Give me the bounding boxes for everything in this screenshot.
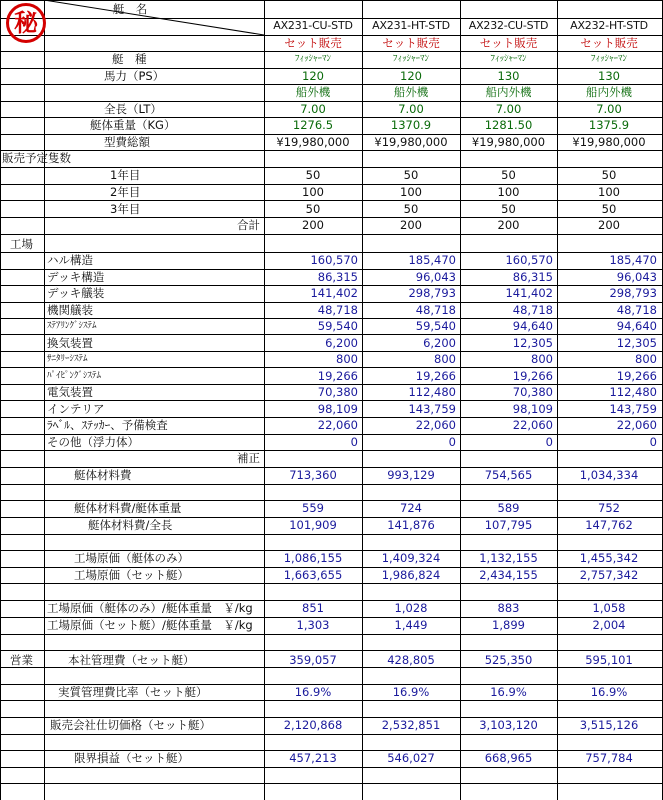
plan-year-label: 2年目 [110, 185, 141, 199]
plan-total: 200 [497, 218, 520, 232]
cost-hull-value: 1,455,342 [579, 551, 639, 565]
hq-value: 359,057 [289, 653, 337, 667]
cost-hull-kg-value: 1,028 [394, 601, 428, 615]
length-value: 7.00 [398, 102, 424, 116]
header-title: 艇 名 [112, 2, 148, 16]
plan-value: 50 [403, 202, 419, 216]
factory-item-value: 298,793 [408, 286, 456, 300]
weight-value: 1370.9 [390, 118, 432, 132]
cost-hull-value: 1,409,324 [381, 551, 441, 565]
factory-item-value: 12,305 [512, 335, 553, 350]
engine-type: 船外機 [393, 85, 429, 99]
factory-item-value: 19,266 [512, 368, 553, 383]
per-length-label: 艇体材料費/全長 [88, 518, 173, 532]
hp-value: 120 [302, 69, 324, 83]
factory-item-value: 141,402 [505, 286, 553, 300]
cost-set-value: 1,663,655 [283, 568, 343, 582]
ratio-value: 16.9% [392, 685, 430, 699]
row-divider [0, 450, 663, 451]
factory-item-value: 98,109 [512, 401, 553, 416]
material-value: 1,034,334 [579, 468, 639, 482]
row-divider [0, 534, 663, 535]
weight-label: 艇体重量（KG） [90, 118, 176, 132]
cost-hull-kg-value: 1,058 [592, 601, 626, 615]
factory-item-value: 86,315 [512, 269, 553, 284]
row-divider [0, 484, 663, 485]
confidential-stamp: 秘 [6, 3, 46, 43]
factory-item-value: 98,109 [317, 401, 358, 416]
factory-item-value: 6,200 [423, 335, 456, 350]
factory-item-label: デッキ構造 [47, 269, 105, 284]
plan-value: 50 [501, 168, 516, 182]
sales-type: セット販売 [284, 36, 342, 50]
factory-item-value: 0 [545, 434, 553, 449]
margin-value: 668,965 [484, 751, 533, 765]
type-value: ﾌｨｯｼｬｰﾏﾝ [590, 54, 627, 64]
cost-hull-kg-value: 883 [497, 601, 520, 615]
row-divider [0, 650, 663, 651]
factory-item-value: 48,718 [616, 302, 657, 317]
margin-value: 757,784 [585, 751, 633, 765]
sales-type: セット販売 [382, 36, 440, 50]
plan-value: 50 [601, 168, 617, 182]
length-value: 7.00 [596, 102, 622, 116]
type-value: ﾌｨｯｼｬｰﾏﾝ [490, 54, 527, 64]
material-value: 993,129 [387, 468, 435, 482]
margin-label: 限界損益（セット艇） [74, 751, 189, 765]
plan-total: 200 [400, 218, 422, 232]
factory-item-label: 換気装置 [47, 335, 93, 350]
factory-item-value: 48,718 [415, 302, 456, 317]
cost-hull-label: 工場原価（艇体のみ） [74, 551, 189, 565]
mold-value: ¥19,980,000 [276, 135, 350, 149]
factory-item-label: ｻﾆﾀﾘｰｼｽﾃﾑ [47, 354, 88, 364]
row-divider [0, 634, 663, 635]
plan-value: 50 [305, 168, 321, 182]
factory-item-value: 185,470 [609, 253, 657, 267]
plan-total: 200 [302, 218, 324, 232]
factory-item-value: 160,570 [310, 253, 358, 267]
ratio-value: 16.9% [590, 685, 628, 699]
per-weight-value: 589 [497, 501, 520, 515]
plan-value: 100 [497, 185, 520, 199]
margin-value: 546,027 [387, 751, 435, 765]
hq-value: 428,805 [387, 653, 435, 667]
column-divider [44, 0, 45, 800]
factory-item-value: 12,305 [616, 335, 657, 350]
factory-item-value: 94,640 [616, 319, 657, 333]
factory-item-value: 22,060 [317, 418, 358, 432]
cost-set-value: 1,986,824 [381, 568, 441, 582]
factory-item-value: 22,060 [415, 418, 456, 432]
price-value: 3,515,126 [579, 718, 639, 732]
factory-item-label: ﾗﾍﾞﾙ、ｽﾃｯｶｰ、予備検査 [47, 418, 168, 432]
factory-item-value: 160,570 [505, 253, 553, 267]
plan-year-label: 3年目 [110, 202, 141, 216]
adjust-label: 補正 [237, 451, 260, 465]
row-divider [0, 583, 663, 584]
plan-value: 50 [501, 202, 516, 216]
cost-set-value: 2,757,342 [579, 568, 639, 582]
factory-item-value: 96,043 [616, 269, 657, 284]
mold-label: 型費総額 [104, 135, 150, 149]
sales-type: セット販売 [580, 36, 638, 50]
hq-value: 595,101 [585, 653, 633, 667]
hp-value: 130 [598, 69, 620, 83]
factory-item-value: 19,266 [616, 368, 657, 383]
factory-item-value: 0 [649, 434, 657, 449]
factory-item-label: ハル構造 [47, 253, 93, 267]
mold-value: ¥19,980,000 [471, 135, 546, 149]
factory-item-value: 800 [336, 352, 358, 366]
price-value: 2,532,851 [381, 718, 441, 732]
factory-item-value: 800 [434, 352, 456, 366]
cost-set-kg-value: 2,004 [592, 618, 626, 632]
factory-item-value: 0 [350, 434, 358, 449]
cost-set-kg-value: 1,303 [296, 618, 330, 632]
factory-item-value: 86,315 [317, 269, 358, 284]
per-weight-value: 559 [302, 501, 324, 515]
model-name: AX232-CU-STD [468, 19, 549, 32]
sales-section: 営業 [10, 653, 33, 667]
factory-item-value: 59,540 [415, 319, 456, 333]
per-weight-value: 724 [400, 501, 422, 515]
plan-label: 販売予定隻数 [2, 151, 71, 165]
cost-set-label: 工場原価（セット艇） [74, 568, 189, 582]
material-value: 713,360 [289, 468, 337, 482]
price-value: 3,103,120 [479, 718, 538, 732]
factory-item-value: 0 [448, 434, 456, 449]
factory-item-label: デッキ艤装 [47, 286, 105, 300]
factory-item-value: 112,480 [408, 385, 456, 399]
plan-value: 100 [598, 185, 620, 199]
factory-item-label: 電気装置 [47, 385, 93, 399]
factory-item-value: 800 [635, 352, 657, 366]
price-value: 2,120,868 [283, 718, 343, 732]
hq-value: 525,350 [484, 653, 533, 667]
row-divider [0, 767, 663, 768]
plan-value: 100 [400, 185, 422, 199]
row-divider [0, 783, 663, 784]
factory-item-label: 機関艤装 [47, 302, 93, 317]
plan-value: 50 [601, 202, 617, 216]
per-length-value: 147,762 [585, 518, 633, 532]
sales-type: セット販売 [479, 36, 538, 50]
factory-item-value: 19,266 [415, 368, 456, 383]
factory-item-label: ﾊﾟｲﾋﾟﾝｸﾞｼｽﾃﾑ [47, 370, 102, 381]
factory-item-value: 6,200 [325, 335, 358, 350]
factory-item-value: 298,793 [609, 286, 657, 300]
factory-section: 工場 [10, 237, 33, 251]
row-divider [0, 234, 663, 235]
weight-value: 1276.5 [292, 118, 334, 132]
per-length-value: 101,909 [289, 518, 337, 532]
cost-hull-kg-label: 工場原価（艇体のみ）/艇体重量 ￥/kg [47, 601, 253, 615]
engine-type: 船外機 [295, 85, 331, 99]
mold-value: ¥19,980,000 [374, 135, 448, 149]
type-value: ﾌｨｯｼｬｰﾏﾝ [392, 54, 429, 64]
material-label: 艇体材料費 [74, 468, 132, 482]
factory-item-value: 19,266 [317, 368, 358, 383]
cost-set-kg-label: 工場原価（セット艇）/艇体重量 ￥/kg [47, 618, 253, 632]
per-length-value: 141,876 [387, 518, 435, 532]
cost-set-value: 2,434,155 [479, 568, 538, 582]
engine-type: 船内外機 [586, 85, 632, 99]
factory-item-value: 59,540 [317, 319, 358, 333]
cost-hull-value: 1,132,155 [479, 551, 538, 565]
factory-item-value: 48,718 [317, 302, 358, 317]
factory-item-value: 143,759 [408, 401, 456, 416]
cost-hull-kg-value: 851 [302, 601, 324, 615]
per-weight-label: 艇体材料費/艇体重量 [74, 501, 182, 515]
factory-item-value: 48,718 [512, 302, 553, 317]
engine-type: 船内外機 [485, 85, 532, 99]
price-label: 販売会社仕切価格（セット艇） [50, 718, 211, 732]
factory-item-value: 800 [531, 352, 553, 366]
hq-label: 本社管理費（セット艇） [68, 653, 195, 667]
cost-hull-value: 1,086,155 [283, 551, 343, 565]
length-value: 7.00 [495, 102, 522, 116]
plan-total-label: 合計 [237, 218, 260, 232]
length-value: 7.00 [300, 102, 326, 116]
factory-item-value: 70,380 [512, 385, 553, 399]
model-name: AX231-CU-STD [273, 19, 353, 32]
cost-set-kg-value: 1,449 [394, 618, 428, 632]
material-value: 754,565 [484, 468, 533, 482]
ratio-label: 実質管理費比率（セット艇） [58, 685, 208, 699]
row-divider [0, 700, 663, 701]
factory-item-value: 112,480 [609, 385, 657, 399]
factory-item-value: 141,402 [310, 286, 358, 300]
factory-item-value: 94,640 [512, 319, 553, 333]
plan-total: 200 [598, 218, 620, 232]
mold-value: ¥19,980,000 [572, 135, 646, 149]
ratio-value: 16.9% [490, 685, 527, 699]
factory-item-label: インテリア [47, 401, 105, 416]
row-divider [0, 734, 663, 735]
plan-value: 100 [302, 185, 324, 199]
factory-item-value: 96,043 [415, 269, 456, 284]
per-weight-value: 752 [598, 501, 620, 515]
type-label: 艇 種 [112, 52, 147, 66]
factory-item-value: 22,060 [512, 418, 553, 432]
length-label: 全長（LT） [104, 102, 162, 116]
weight-value: 1375.9 [588, 118, 630, 132]
plan-year-label: 1年目 [110, 168, 141, 182]
weight-value: 1281.50 [484, 118, 533, 132]
hp-value: 120 [400, 69, 422, 83]
column-divider [0, 0, 1, 800]
model-name: AX232-HT-STD [570, 19, 648, 32]
model-name: AX231-HT-STD [372, 19, 450, 32]
ratio-value: 16.9% [294, 685, 332, 699]
hp-label: 馬力（PS） [104, 69, 165, 83]
type-value: ﾌｨｯｼｬｰﾏﾝ [294, 54, 331, 64]
margin-value: 457,213 [289, 751, 337, 765]
factory-item-label: その他（浮力体） [47, 434, 139, 449]
factory-item-value: 70,380 [317, 385, 358, 399]
factory-item-value: 22,060 [616, 418, 657, 432]
plan-value: 50 [403, 168, 419, 182]
per-length-value: 107,795 [484, 518, 533, 532]
plan-value: 50 [305, 202, 321, 216]
cost-set-kg-value: 1,899 [492, 618, 525, 632]
factory-item-value: 185,470 [408, 253, 456, 267]
factory-item-label: ｽﾃｱﾘﾝｸﾞｼｽﾃﾑ [47, 321, 97, 331]
hp-value: 130 [497, 69, 520, 83]
factory-item-value: 143,759 [609, 401, 657, 416]
